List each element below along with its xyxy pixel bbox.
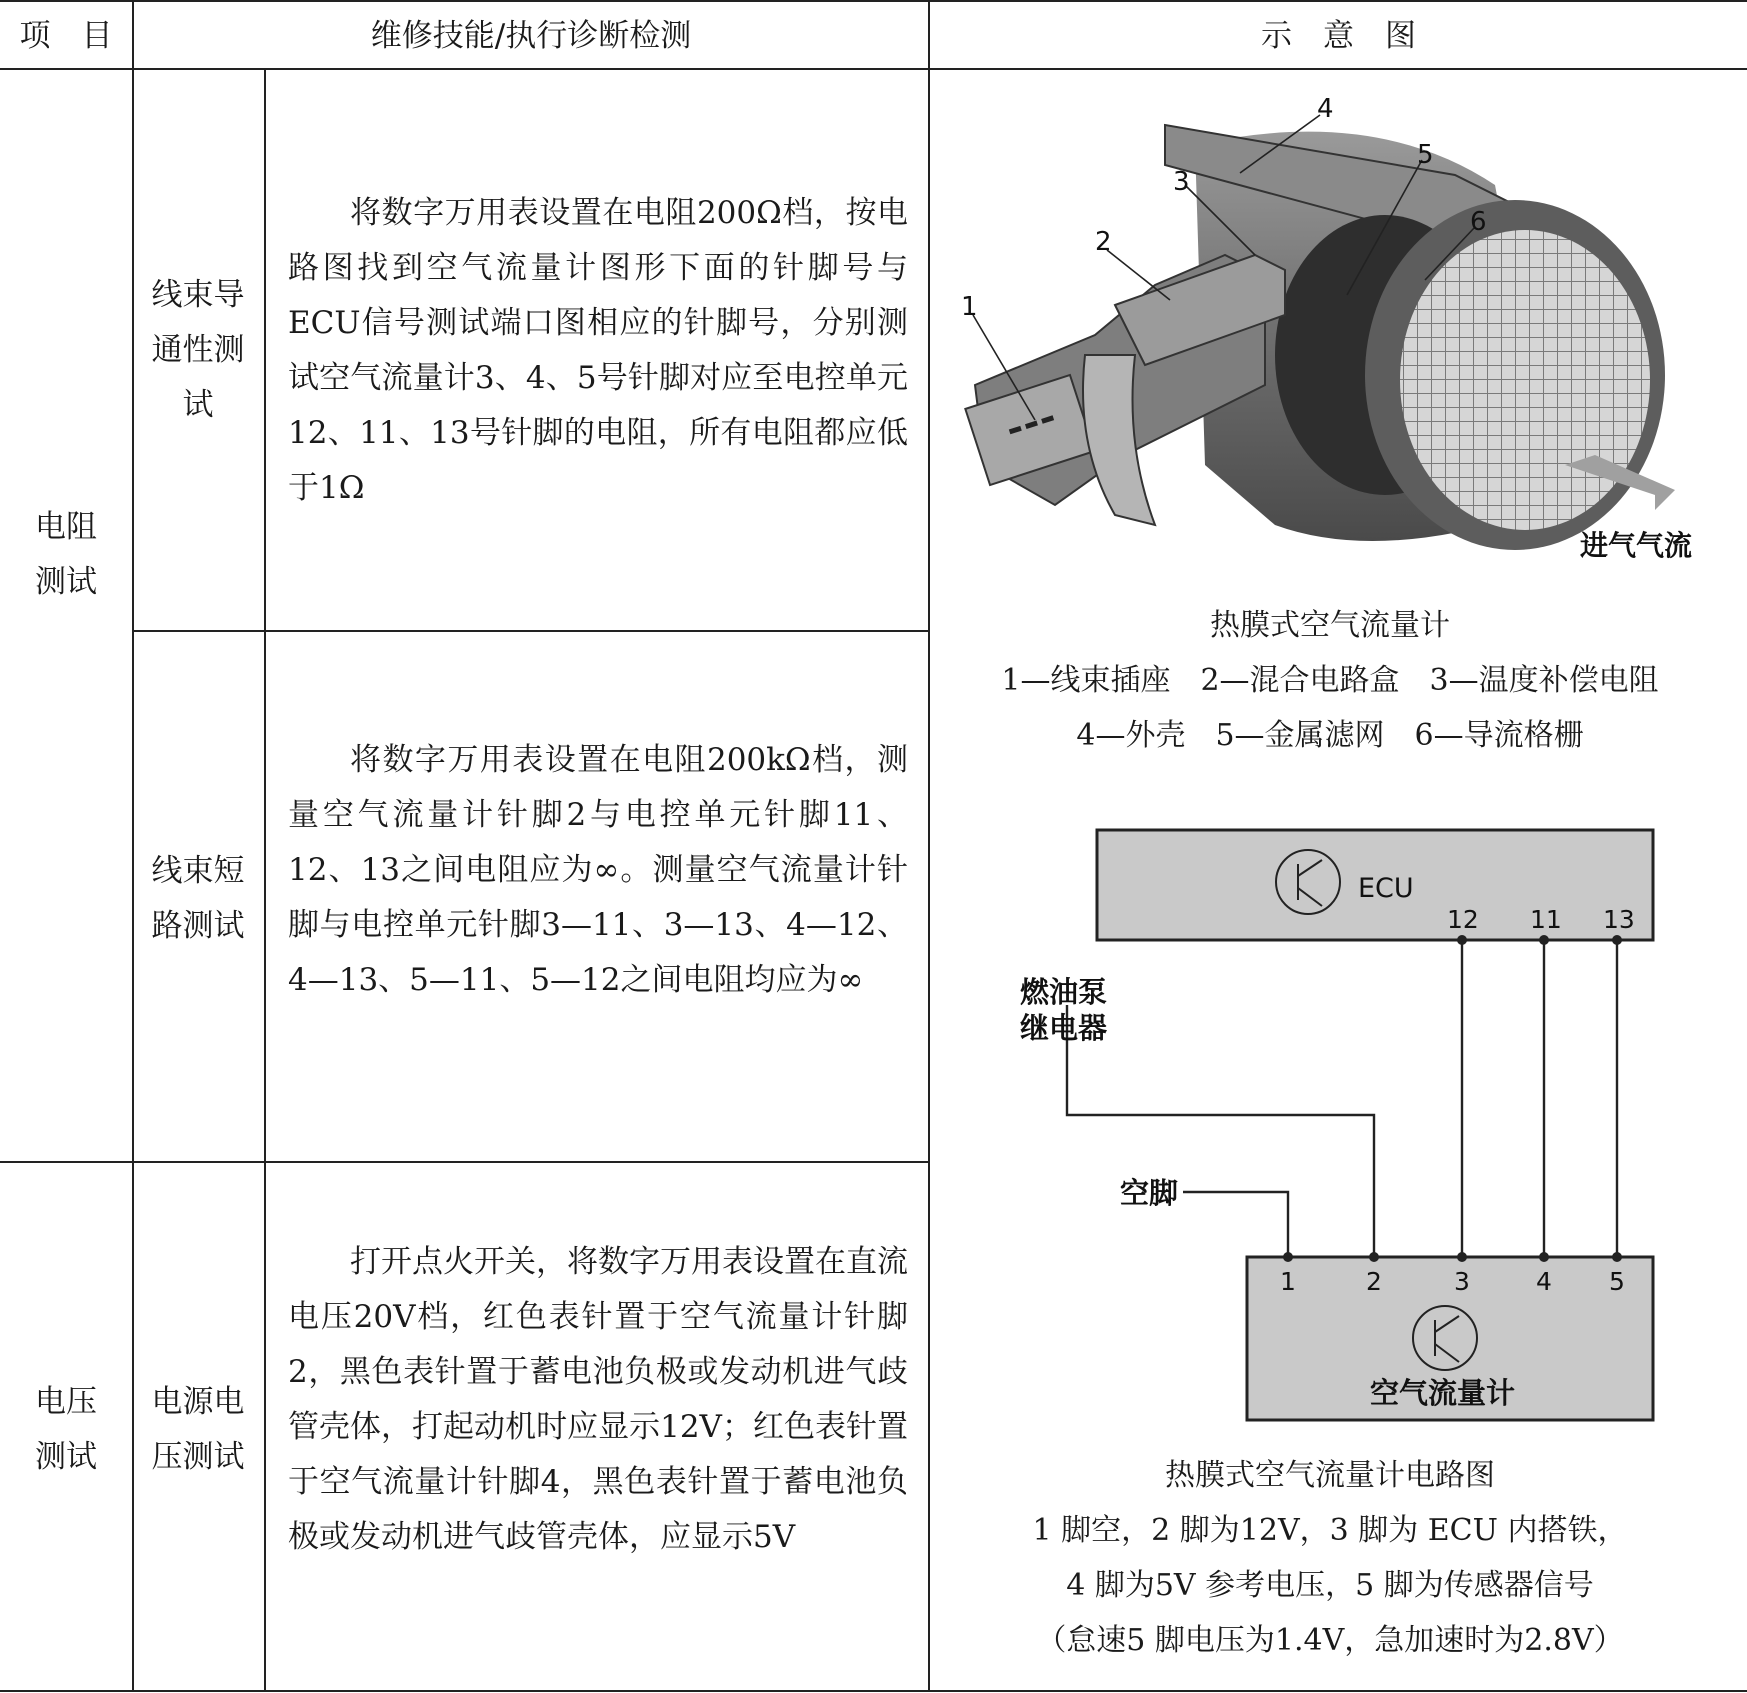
wire-pin2-relay xyxy=(1067,1005,1374,1257)
table-border-top xyxy=(0,0,1747,2)
callout-1: 1 xyxy=(961,292,978,322)
col-divider-2 xyxy=(264,68,266,1692)
header-diagram: 示 意 图 xyxy=(1261,18,1416,54)
callout-3: 3 xyxy=(1173,167,1190,197)
col-divider-3 xyxy=(928,0,930,1692)
meter-pin-1: 1 xyxy=(1280,1267,1296,1296)
header-divider xyxy=(0,68,1747,70)
ecu-pin-11: 11 xyxy=(1530,905,1562,934)
figure2-title: 热膜式空气流量计电路图 xyxy=(1165,1458,1495,1493)
label-continuity-test: 线束导通性测试 xyxy=(151,277,245,423)
short-procedure-text: 将数字万用表设置在电阻200kΩ档，测量空气流量计针脚2与电控单元针脚11、12、13之间电阻应为∞。测量空气流量计针脚与电控单元针脚3—11、3—13、4—12、4—13、5—11、5—12之间电阻均应为∞ xyxy=(288,742,908,998)
continuity-procedure-text: 将数字万用表设置在电阻200Ω档，按电路图找到空气流量计图形下面的针脚号与ECU信号测试端口图相应的针脚号，分别测试空气流量计3、4、5号针脚对应至电控单元12、11、13号针脚的电阻，所有电阻都应低于1Ω xyxy=(288,195,908,506)
table-border-bottom xyxy=(0,1690,1747,1692)
airflow-label: 进气气流 xyxy=(1580,529,1693,562)
label-supply-voltage-test: 电源电压测试 xyxy=(151,1384,245,1475)
wire-pin1-empty xyxy=(1183,1192,1288,1257)
relay-label-line1: 燃油泵 xyxy=(1020,975,1108,1009)
meter-pin-2: 2 xyxy=(1366,1267,1382,1296)
air-flow-meter-illustration xyxy=(955,85,1725,575)
meter-pin-3: 3 xyxy=(1454,1267,1470,1296)
row-divider-main xyxy=(0,1161,930,1163)
meter-pin-5: 5 xyxy=(1609,1267,1625,1296)
voltage-procedure-text: 打开点火开关，将数字万用表设置在直流电压20V档，红色表针置于空气流量计针脚2，黑色表针置于蓄电池负极或发动机进气歧管壳体，打起动机时应显示12V；红色表针置于空气流量计针脚4，黑色表针置于蓄电池负极或发动机进气歧管壳体，应显示5V xyxy=(288,1244,908,1555)
figure1-title: 热膜式空气流量计 xyxy=(1210,608,1450,643)
figure1-legend-line2: 4—外壳 5—金属滤网 6—导流格栅 xyxy=(1076,718,1584,753)
ecu-pin-12: 12 xyxy=(1447,905,1479,934)
ecu-pin-13: 13 xyxy=(1603,905,1635,934)
callout-6: 6 xyxy=(1470,207,1487,237)
figure1-legend-line1: 1—线束插座 2—混合电路盒 3—温度补偿电阻 xyxy=(1001,663,1659,698)
relay-label-line2: 继电器 xyxy=(1020,1011,1108,1045)
grille-mesh-shape xyxy=(1400,230,1650,530)
label-voltage-test: 电压测试 xyxy=(35,1384,97,1475)
col-divider-1 xyxy=(132,0,134,1692)
empty-pin-label: 空脚 xyxy=(1120,1176,1179,1210)
figure2-desc-line3: （怠速5 脚电压为1.4V，急加速时为2.8V） xyxy=(1036,1623,1624,1658)
meter-label: 空气流量计 xyxy=(1370,1376,1516,1410)
label-short-test: 线束短路测试 xyxy=(151,853,245,944)
circuit-diagram xyxy=(1000,820,1680,1430)
ecu-label: ECU xyxy=(1358,873,1414,904)
callout-4: 4 xyxy=(1317,94,1334,124)
row-divider-sub xyxy=(132,630,930,632)
header-item: 项 目 xyxy=(19,18,113,54)
meter-pin-4: 4 xyxy=(1536,1267,1552,1296)
figure2-desc-line2: 4 脚为5V 参考电压，5 脚为传感器信号 xyxy=(1066,1568,1594,1603)
callout-2: 2 xyxy=(1095,227,1112,257)
header-skill: 维修技能/执行诊断检测 xyxy=(370,18,692,54)
label-resistance-test: 电阻测试 xyxy=(35,509,97,600)
callout-5: 5 xyxy=(1417,140,1434,170)
figure2-desc-line1: 1 脚空，2 脚为12V，3 脚为 ECU 内搭铁， xyxy=(1032,1513,1628,1548)
